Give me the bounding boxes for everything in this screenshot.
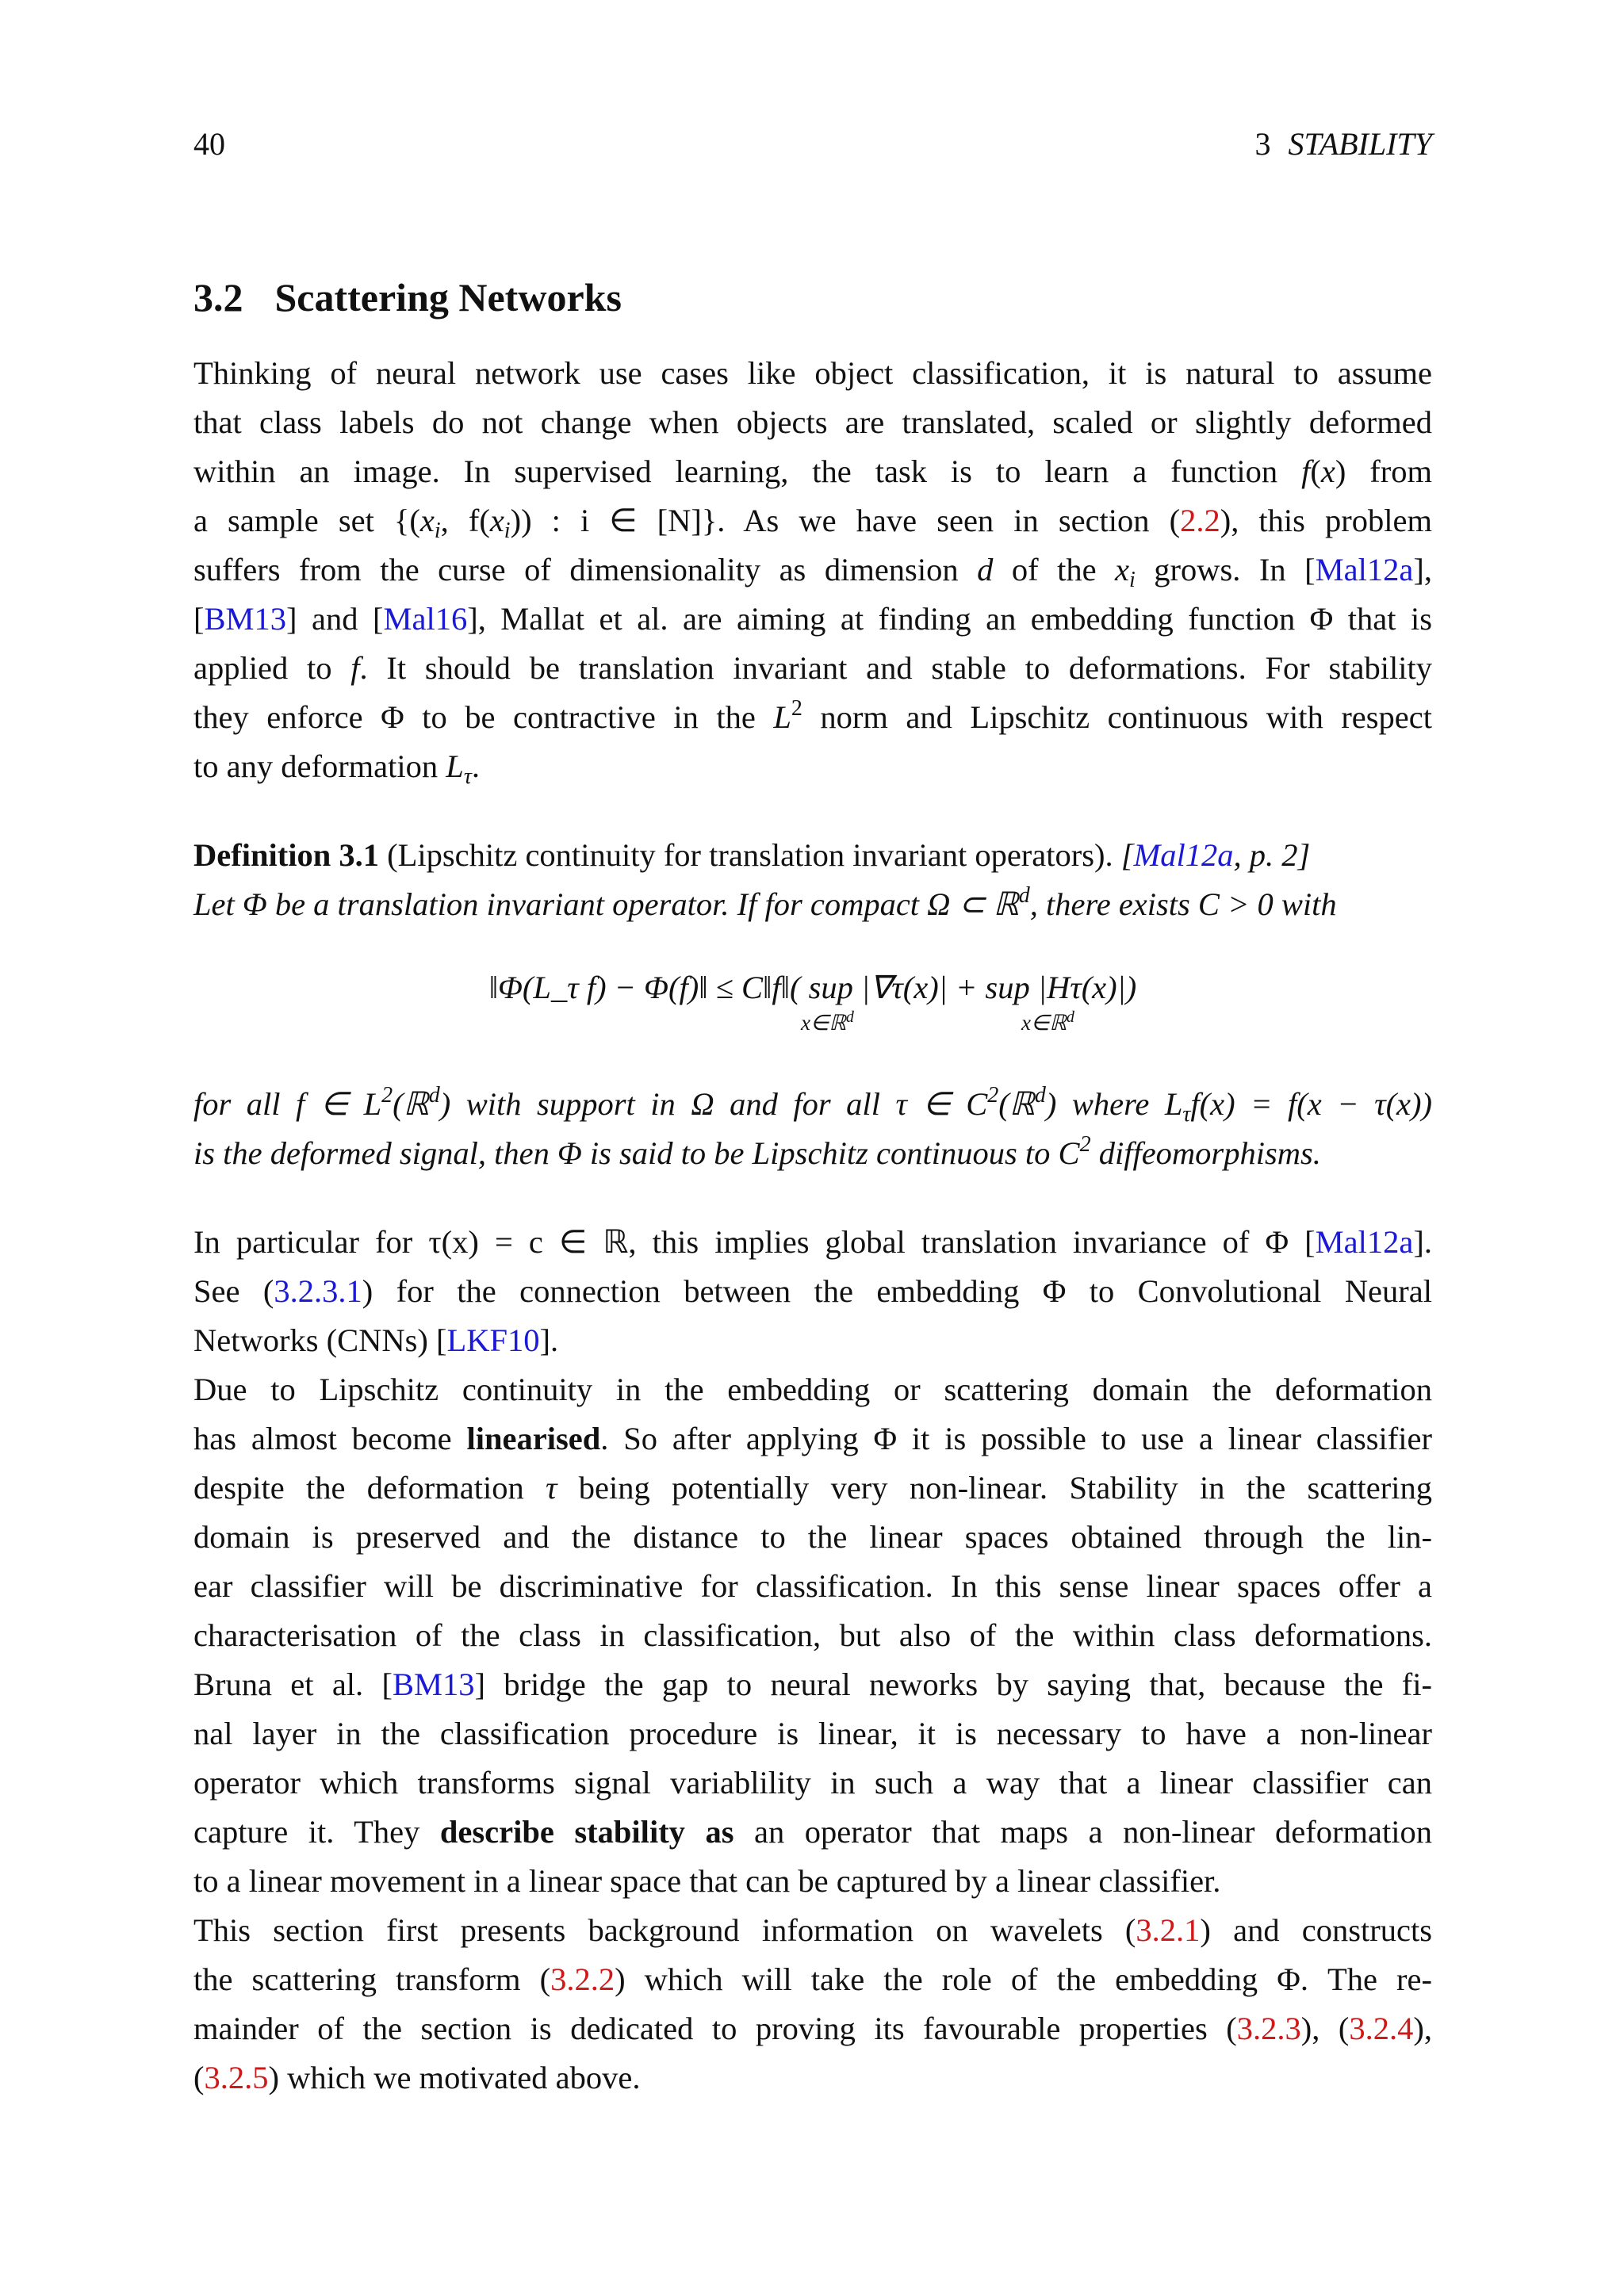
math-superscript: d — [1034, 1083, 1046, 1108]
p4-line-1 — [193, 1906, 1432, 1955]
text-span: being potentially very non-linear. Stability in the scattering — [557, 1470, 1432, 1506]
citation-link[interactable]: Mal12a — [1133, 837, 1234, 873]
text-span: x∈ℝ — [1021, 1011, 1067, 1035]
citation-link[interactable]: Mal16 — [383, 601, 468, 637]
lipschitz-equation — [193, 963, 1432, 1058]
page-number: 40 — [193, 126, 225, 162]
math-subscript: i — [504, 519, 511, 543]
text-span: an operator that maps a non-linear deformation — [733, 1814, 1432, 1850]
text-span: is the deformed signal, then Φ is said to be Lipschitz continuous to C — [193, 1135, 1080, 1171]
text-span: f(x) = f(x − τ(x)) — [1190, 1086, 1433, 1122]
text-span: Let Φ be a translation invariant operator. If for compact Ω ⊂ ℝ — [193, 886, 1019, 922]
p3-line-1: Due to Lipschitz continuity in the embedding or scattering domain the deformation — [193, 1372, 1432, 1407]
p2-line-2 — [193, 1267, 1432, 1316]
text-span: grows. In [ — [1135, 552, 1316, 587]
text-span: despite the deformation — [193, 1470, 546, 1506]
text-span: of the — [993, 552, 1116, 587]
section-ref-link[interactable]: 3.2.1 — [1136, 1912, 1201, 1948]
text-span: ), this problem — [1220, 503, 1432, 538]
math-tau: τ — [546, 1470, 557, 1506]
math-d: d — [977, 552, 994, 587]
text-span: . — [471, 748, 480, 784]
text-span: ), — [1413, 2011, 1432, 2046]
p1-line-2: that class labels do not change when objects are translated, scaled or slightly deformed — [193, 404, 1432, 440]
citation-link[interactable]: BM13 — [392, 1667, 475, 1702]
text-span: for all f ∈ L — [193, 1086, 382, 1122]
math-superscript: d — [1066, 1008, 1074, 1026]
p3-line-3 — [193, 1464, 1432, 1513]
p3-line-10 — [193, 1808, 1432, 1857]
section-ref-link[interactable]: 3.2.3 — [1236, 2011, 1301, 2046]
text-span: This section first presents background information on wavelets ( — [193, 1912, 1136, 1948]
text-span: ]. — [539, 1322, 559, 1358]
text-span: Bruna et al. [ — [193, 1667, 393, 1702]
math-superscript: d — [428, 1083, 440, 1108]
math-x: x — [419, 503, 435, 538]
math-subscript: i — [434, 519, 441, 543]
text-span: ] bridge the gap to neural neworks by saying that, because the fi- — [474, 1667, 1432, 1702]
p3-line-9: operator which transforms signal variablility in such a way that a linear classifier can — [193, 1765, 1432, 1800]
text-span: ], Mallat et al. are aiming at finding an embedding function Φ that is — [467, 601, 1432, 637]
text-span: ) which will take the role of the embedding Φ. The re- — [615, 1961, 1432, 1997]
p2-line-1 — [193, 1218, 1432, 1267]
math-L: L — [773, 699, 791, 735]
p1-line-5 — [193, 545, 1432, 595]
bold-term: linearised — [466, 1421, 601, 1456]
text-span: See ( — [193, 1273, 274, 1309]
text-span: a sample set {( — [193, 503, 420, 538]
text-span: within an image. In supervised learning, the task is to learn a function — [193, 453, 1302, 489]
equation-sup-subscript-2 — [1021, 1008, 1074, 1035]
text-span: ] and [ — [286, 601, 384, 637]
math-subscript: τ — [463, 764, 472, 789]
text-span: ) for the connection between the embedding Φ to Convolutional Neural — [362, 1273, 1433, 1309]
text-span: capture it. They — [193, 1814, 440, 1850]
definition-line-2 — [193, 880, 1432, 929]
section-number: 3.2 — [193, 275, 243, 320]
text-span: . So after applying Φ it is possible to use a linear classifier — [600, 1421, 1432, 1456]
section-ref-link[interactable]: 2.2 — [1180, 503, 1220, 538]
p1-line-9 — [193, 742, 1432, 791]
p1-line-8 — [193, 693, 1432, 742]
math-L: L — [446, 748, 464, 784]
math-superscript: d — [1018, 883, 1030, 908]
definition-label: Definition 3.1 — [193, 837, 380, 873]
citation-link[interactable]: Mal12a — [1315, 552, 1414, 587]
math-superscript: 2 — [791, 696, 802, 721]
p3-line-7 — [193, 1660, 1432, 1709]
p3-line-6: characterisation of the class in classification, but also of the within class deformations. — [193, 1617, 1432, 1653]
text-span: mainder of the section is dedicated to proving its favourable properties ( — [193, 2011, 1237, 2046]
chapter-number: 3 — [1254, 126, 1271, 162]
bold-term: describe stability as — [439, 1814, 734, 1850]
text-span: they enforce Φ to be contractive in the — [193, 699, 774, 735]
p1-line-4 — [193, 496, 1432, 545]
text-span: x∈ℝ — [801, 1011, 846, 1035]
text-span: to any deformation — [193, 748, 446, 784]
text-span: applied to — [193, 650, 351, 686]
math-subscript: τ — [1182, 1102, 1191, 1127]
p4-line-4 — [193, 2053, 1432, 2103]
section-ref-link[interactable]: 3.2.2 — [550, 1961, 615, 1997]
p3-line-5: ear classifier will be discriminative for classification. In this sense linear spaces offer a — [193, 1568, 1432, 1604]
text-span: ]. — [1413, 1224, 1432, 1260]
text-span: , p. 2] — [1233, 837, 1311, 873]
text-span: . It should be translation invariant and stable to deformations. For stability — [359, 650, 1432, 686]
math-f: f — [350, 650, 360, 686]
running-header — [193, 125, 1432, 163]
text-span: has almost become — [193, 1421, 467, 1456]
chapter-header — [1254, 125, 1432, 163]
math-superscript: d — [845, 1008, 854, 1026]
citation-link[interactable]: Mal12a — [1315, 1224, 1414, 1260]
text-span: the scattering transform ( — [193, 1961, 551, 1997]
equation-sup-subscript-1 — [801, 1008, 854, 1035]
text-span: ) with support in Ω and for all τ ∈ C — [439, 1086, 988, 1122]
p3-line-8: nal layer in the classification procedure is linear, it is necessary to have a non-linear — [193, 1716, 1432, 1751]
section-title: Scattering Networks — [274, 275, 622, 320]
text-span: [ — [1120, 837, 1134, 873]
text-span: norm and Lipschitz continuous with respect — [802, 699, 1432, 735]
equation-main: ‖Φ(L_τ f) − Φ(f)‖ ≤ C‖f‖( sup |∇τ(x)| + sup |Hτ(x)|) — [488, 970, 1137, 1005]
text-span: diffeomorphisms. — [1090, 1135, 1321, 1171]
text-span: , there exists C > 0 with — [1029, 886, 1337, 922]
text-span: ], — [1413, 552, 1432, 587]
p1-line-6 — [193, 595, 1432, 644]
text-span: ( — [193, 2060, 205, 2095]
text-span: ), ( — [1300, 2011, 1350, 2046]
text-span: ) which we motivated above. — [268, 2060, 641, 2095]
text-span: Networks (CNNs) [ — [193, 1322, 447, 1358]
p2-line-3 — [193, 1316, 1432, 1365]
text-span: (ℝ — [998, 1086, 1035, 1122]
p4-line-2 — [193, 1955, 1432, 2004]
section-ref-link[interactable]: 3.2.4 — [1349, 2011, 1414, 2046]
definition-line-4 — [193, 1129, 1432, 1178]
definition-line-1 — [193, 831, 1432, 880]
text-span: ( — [1310, 453, 1321, 489]
definition-line-3 — [193, 1080, 1432, 1129]
math-x: x — [1115, 552, 1130, 587]
p4-line-3 — [193, 2004, 1432, 2053]
text-span: ) from — [1335, 453, 1432, 489]
section-ref-link[interactable]: 3.2.3.1 — [274, 1273, 362, 1309]
p3-line-11: to a linear movement in a linear space that can be captured by a linear classifier. — [193, 1863, 1221, 1899]
math-superscript: 2 — [381, 1083, 393, 1108]
p1-line-3 — [193, 447, 1432, 496]
math-x: x — [1320, 453, 1335, 489]
math-subscript: i — [1129, 568, 1136, 592]
text-span: suffers from the curse of dimensionality as dimension — [193, 552, 978, 587]
definition-title: (Lipschitz continuity for translation invariant operators). — [379, 837, 1113, 873]
text-span: )) : i ∈ [N]}. As we have seen in section ( — [510, 503, 1181, 538]
citation-link[interactable]: BM13 — [204, 601, 287, 637]
math-superscript: 2 — [987, 1083, 999, 1108]
text-span: , f( — [440, 503, 490, 538]
text-span: In particular for τ(x) = c ∈ ℝ, this implies global translation invariance of Φ [ — [193, 1224, 1316, 1260]
p3-line-4: domain is preserved and the distance to the linear spaces obtained through the lin- — [193, 1519, 1432, 1555]
citation-link[interactable]: LKF10 — [446, 1322, 540, 1358]
p1-line-7 — [193, 644, 1432, 693]
chapter-title: STABILITY — [1288, 126, 1432, 162]
section-ref-link[interactable]: 3.2.5 — [204, 2060, 269, 2095]
text-span: ) where L — [1045, 1086, 1183, 1122]
math-x: x — [489, 503, 504, 538]
math-f: f — [1301, 453, 1311, 489]
math-superscript: 2 — [1079, 1132, 1091, 1157]
section-heading — [193, 274, 622, 321]
text-span: (ℝ — [393, 1086, 429, 1122]
p3-line-2 — [193, 1414, 1432, 1464]
text-span: [ — [193, 601, 205, 637]
text-span: ) and constructs — [1200, 1912, 1432, 1948]
p1-line-1: Thinking of neural network use cases like object classification, it is natural to assume — [193, 355, 1432, 391]
